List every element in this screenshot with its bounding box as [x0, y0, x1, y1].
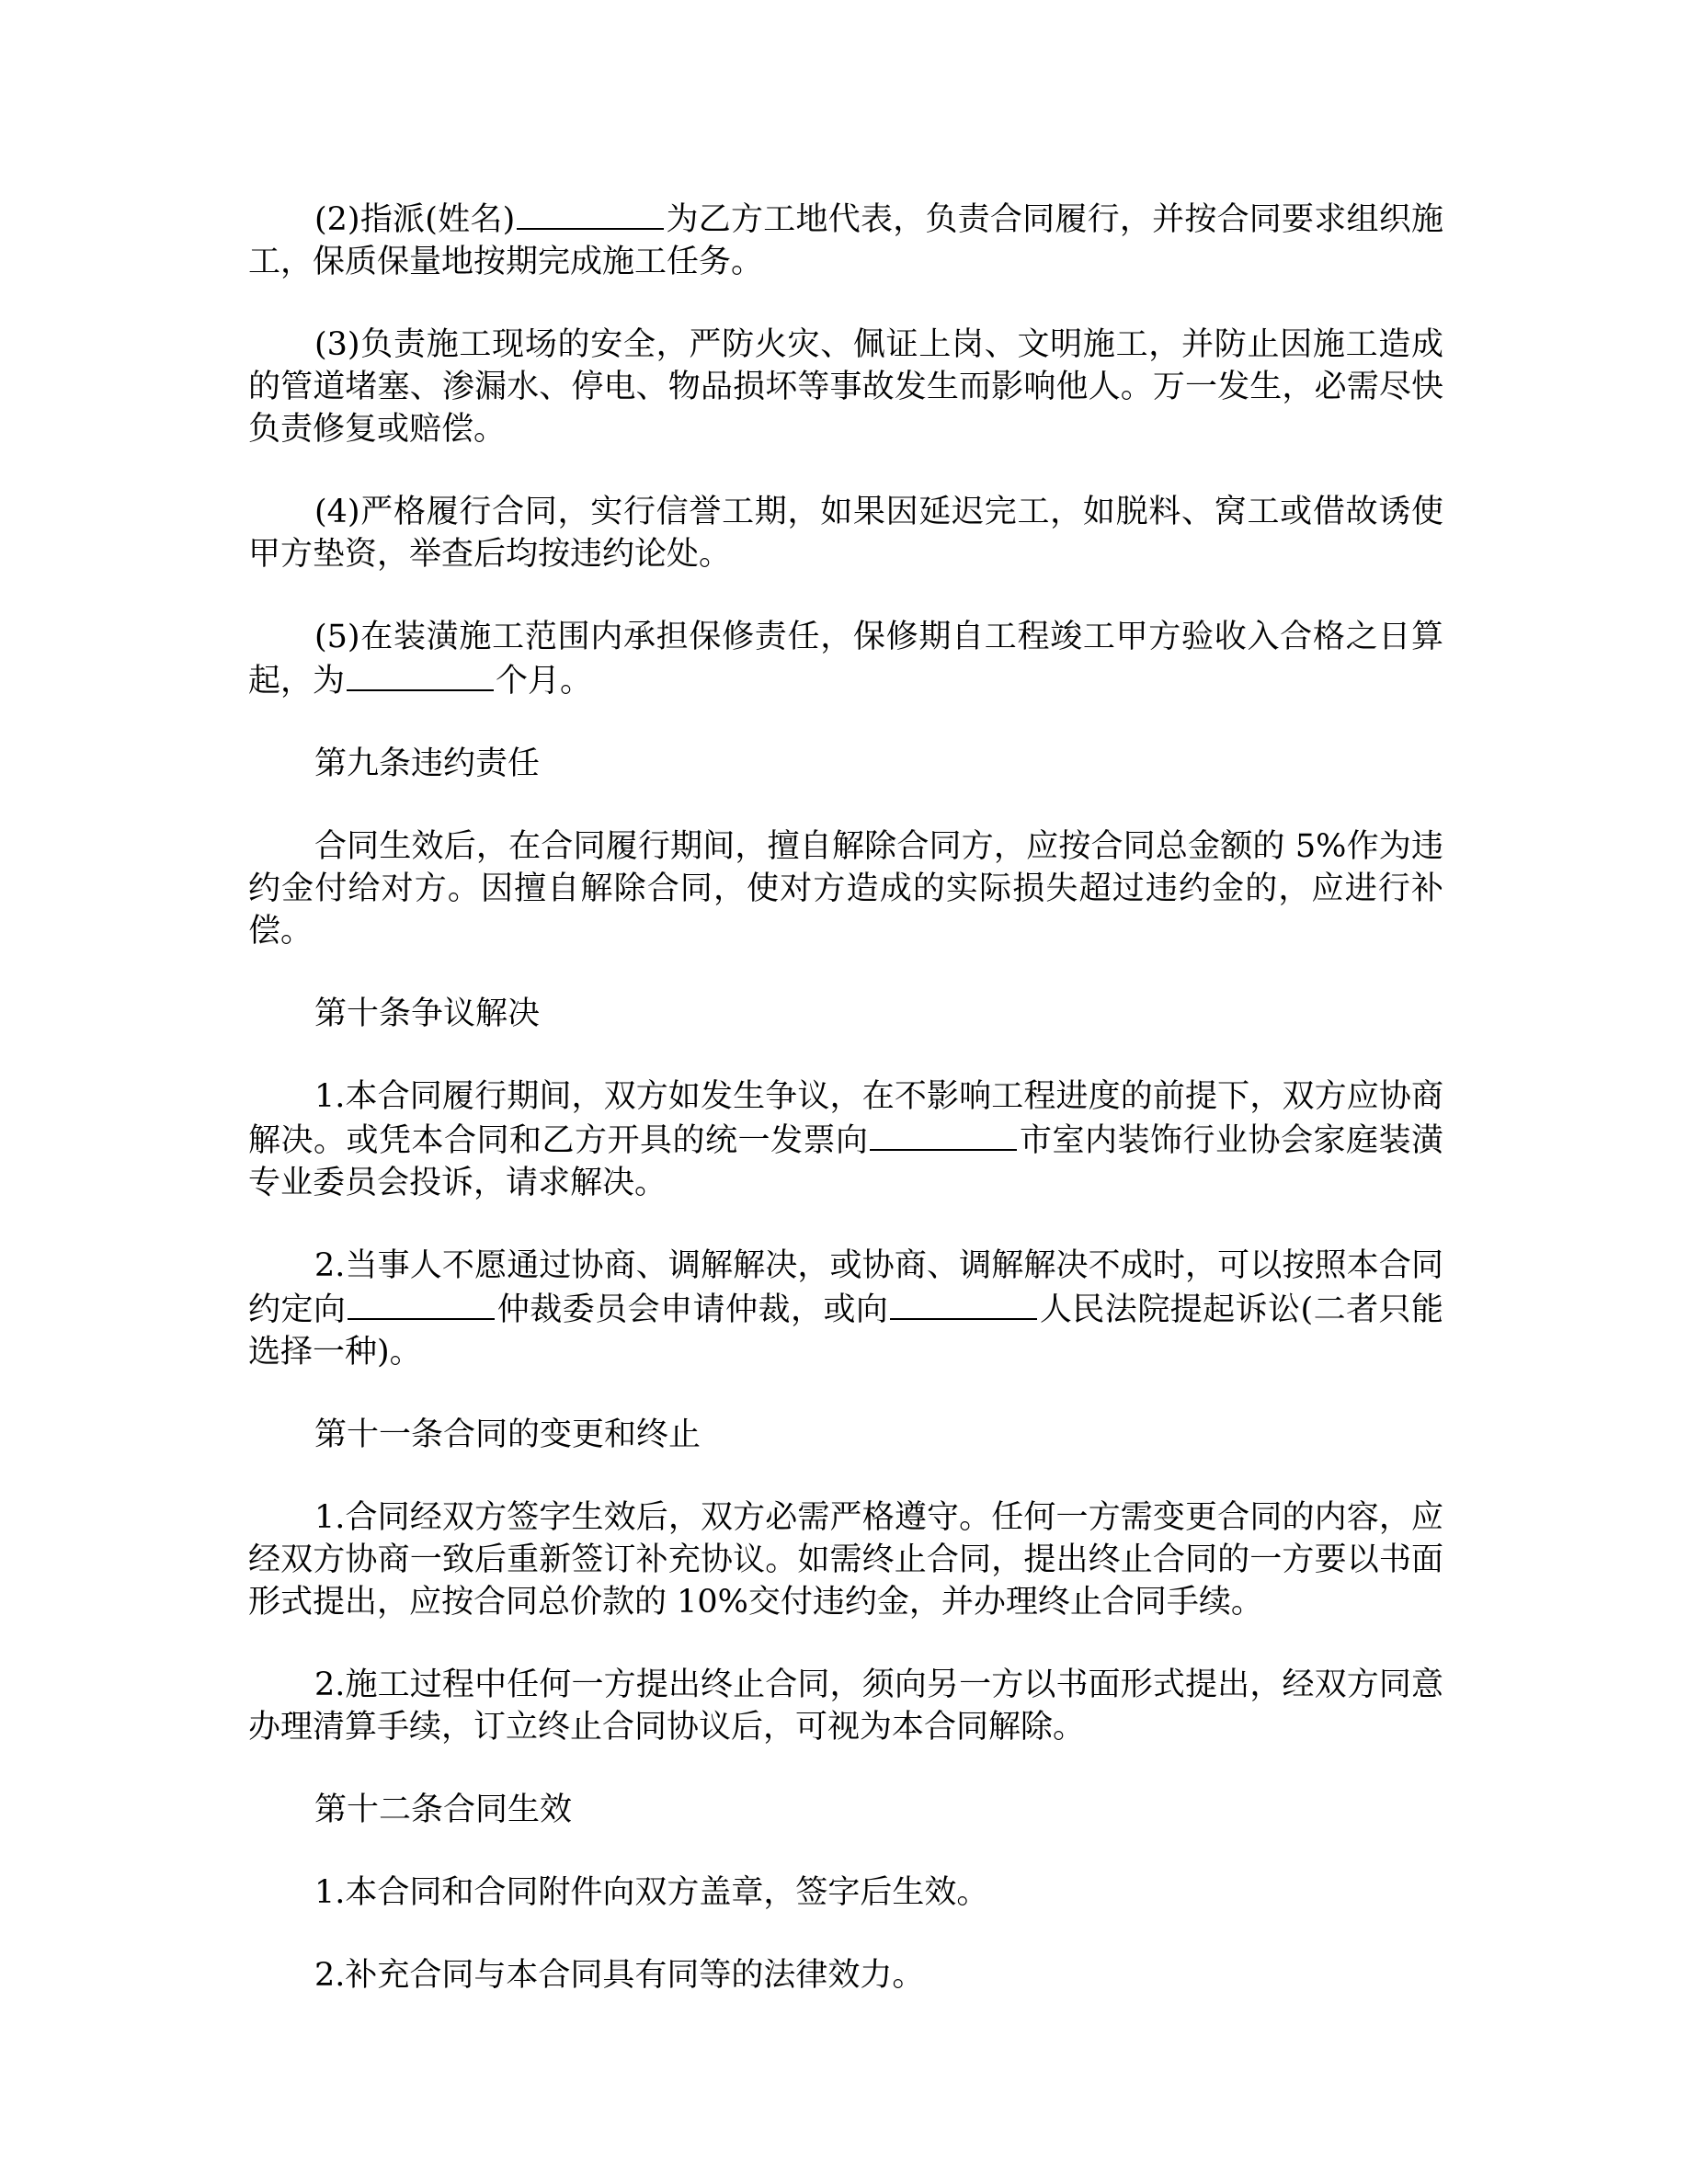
paragraph-text: 1.本合同和合同附件向双方盖章，签字后生效。 — [314, 1874, 989, 1911]
paragraph-text: (5)在装潢施工范围内承担保修责任，保修期自工程竣工甲方验收入合格之日算起，为 — [248, 619, 1443, 700]
fill-in-blank — [890, 1287, 1037, 1320]
paragraph — [248, 1664, 1443, 1748]
section-heading — [248, 743, 1443, 785]
section-heading — [248, 1789, 1443, 1831]
paragraph — [248, 491, 1443, 575]
paragraph-text: (3)负责施工现场的安全，严防火灾、佩证上岗、文明施工，并防止因施工造成的管道堵塞、渗漏水、停电、物品损坏等事故发生而影响他人。万一发生，必需尽快负责修复或赔偿。 — [248, 326, 1443, 448]
paragraph — [248, 1245, 1443, 1373]
paragraph — [248, 1954, 1443, 1996]
paragraph — [248, 1496, 1443, 1623]
paragraph-text: (4)严格履行合同，实行信誉工期，如果因延迟完工，如脱料、窝工或借故诱使甲方垫资，举查后均按违约论处。 — [248, 494, 1443, 573]
paragraph-text: 个月。 — [496, 663, 593, 700]
paragraph-text: 1.合同经双方签字生效后，双方必需严格遵守。任何一方需变更合同的内容，应经双方协商一致后重新签订补充协议。如需终止合同，提出终止合同的一方要以书面形式提出，应按合同总价款的 10%交付违约金，并办理终止合同手续。 — [248, 1499, 1443, 1621]
paragraph-text: 第十二条合同生效 — [314, 1792, 573, 1828]
paragraph — [248, 616, 1443, 702]
paragraph-text: 2.当事人不愿通过协商、调解解决，或协商、调解解决不成时，可以按照本合同约定向 — [248, 1247, 1443, 1328]
paragraph-text: 合同生效后，在合同履行期间，擅自解除合同方，应按合同总金额的 5%作为违约金付给对方。因擅自解除合同，使对方造成的实际损失超过违约金的，应进行补偿。 — [248, 828, 1443, 950]
paragraph-text: 市室内装饰行业协会家庭装潢专业委员会投诉，请求解决。 — [248, 1122, 1443, 1201]
fill-in-blank — [870, 1118, 1017, 1151]
paragraph — [248, 1871, 1443, 1914]
paragraph — [248, 197, 1443, 283]
paragraph-text: 第十一条合同的变更和终止 — [314, 1416, 701, 1453]
document-body — [248, 197, 1443, 2037]
paragraph — [248, 825, 1443, 952]
section-heading — [248, 993, 1443, 1035]
paragraph-text: (2)指派(姓名) — [314, 201, 516, 238]
paragraph — [248, 324, 1443, 450]
fill-in-blank — [517, 197, 664, 230]
paragraph-text: 仲裁委员会申请仲裁，或向 — [496, 1291, 889, 1328]
section-heading — [248, 1414, 1443, 1456]
paragraph-text: 为乙方工地代表，负责合同履行，并按合同要求组织施工，保质保量地按期完成施工任务。 — [248, 201, 1443, 280]
paragraph-text: 第九条违约责任 — [314, 745, 541, 782]
paragraph-text: 2.施工过程中任何一方提出终止合同，须向另一方以书面形式提出，经双方同意办理清算手续，订立终止合同协议后，可视为本合同解除。 — [248, 1666, 1443, 1746]
fill-in-blank — [347, 658, 494, 691]
paragraph-text: 人民法院提起诉讼(二者只能选择一种)。 — [248, 1291, 1443, 1371]
fill-in-blank — [348, 1287, 495, 1320]
paragraph-text: 第十条争议解决 — [314, 995, 541, 1032]
paragraph-text: 2.补充合同与本合同具有同等的法律效力。 — [314, 1957, 925, 1994]
paragraph-text: 1.本合同履行期间，双方如发生争议，在不影响工程进度的前提下，双方应协商解决。或凭本合同和乙方开具的统一发票向 — [248, 1078, 1443, 1159]
paragraph — [248, 1075, 1443, 1204]
